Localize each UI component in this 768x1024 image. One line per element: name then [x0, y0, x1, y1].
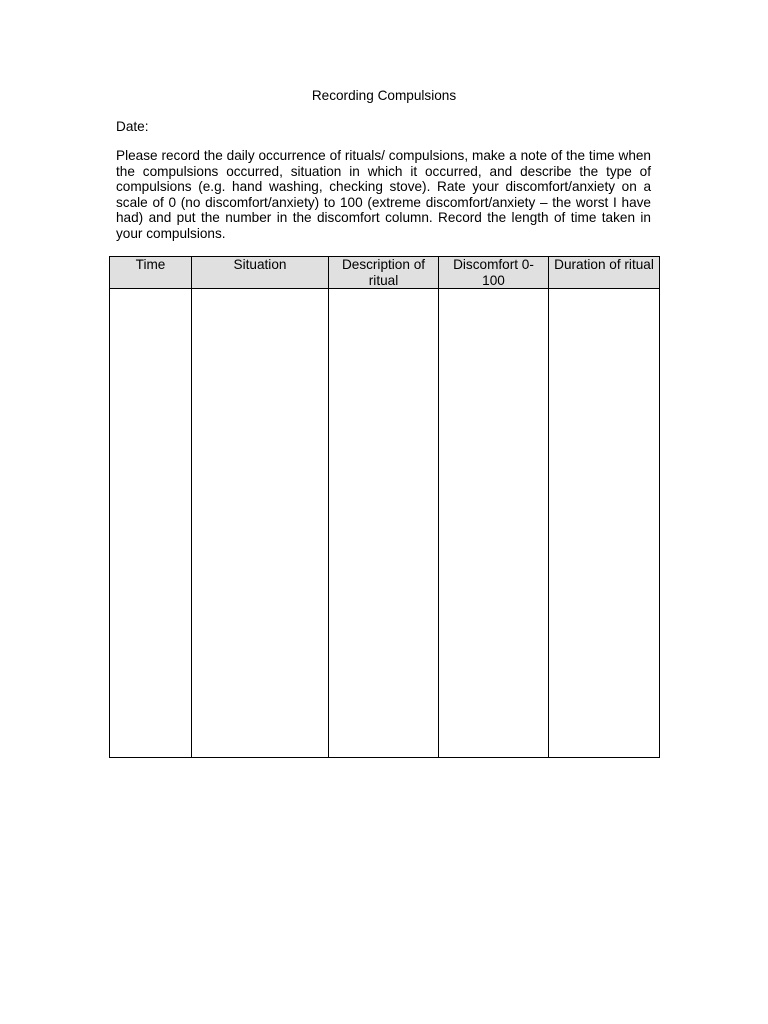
- compulsions-log-table: [109, 256, 660, 758]
- header-situation: Situation: [192, 257, 329, 289]
- description-cell[interactable]: [329, 289, 439, 758]
- header-description-of-ritual: Description of ritual: [329, 257, 439, 289]
- page-title: Recording Compulsions: [311, 88, 457, 103]
- date-label: Date:: [116, 119, 149, 134]
- instructions-paragraph: Please record the daily occurrence of rituals/ compulsions, make a note of the time when the compulsions occurred, situation in which it occurred, and describe the type of compulsions (e.g. hand washing, checking stove). Rate your discomfort/anxiety on a scale of 0 (no discomfort/anxiety) to 100 (extreme discomfort/anxiety – the worst I have had) and put the number in the discomfort column. Record the length of time taken in your compulsions.: [116, 148, 651, 241]
- duration-cell[interactable]: [549, 289, 660, 758]
- header-discomfort: Discomfort 0-100: [439, 257, 549, 289]
- discomfort-cell[interactable]: [439, 289, 549, 758]
- time-cell[interactable]: [110, 289, 192, 758]
- table-row: [110, 289, 660, 758]
- header-duration-of-ritual: Duration of ritual: [549, 257, 660, 289]
- table-header-row: [110, 257, 660, 289]
- situation-cell[interactable]: [192, 289, 329, 758]
- header-time: Time: [110, 257, 192, 289]
